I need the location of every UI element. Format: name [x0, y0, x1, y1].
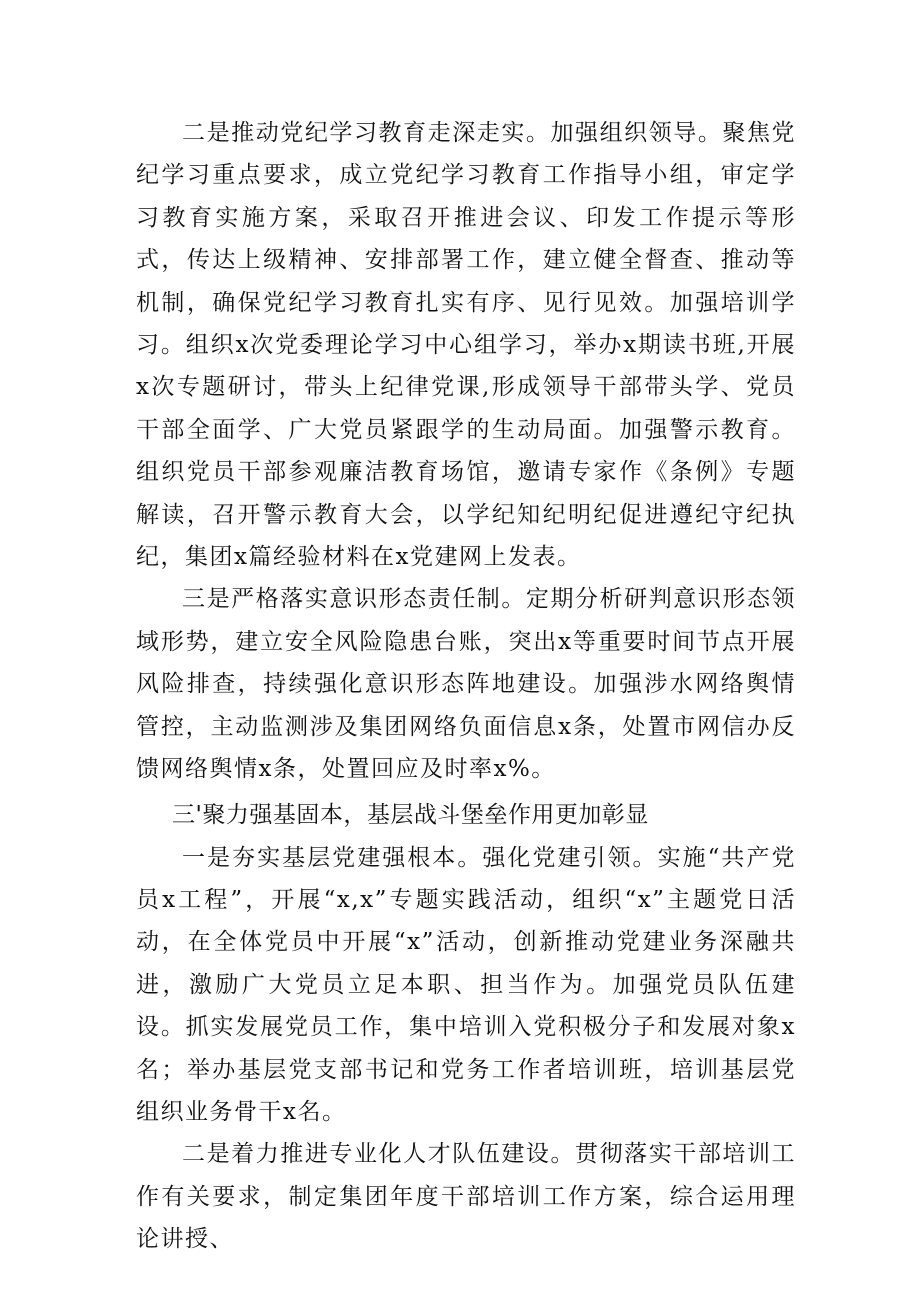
paragraph-party-discipline-education: 二是推动党纪学习教育走深走实。加强组织领导。聚焦党纪学习重点要求，成立党纪学习教育工作指导小组，审定学习教育实施方案，采取召开推进会议、印发工作提示等形式，传达上级精神、安排部署工作，建立健全督查、推动等机制，确保党纪学习教育扎实有序、见行见效。加强培训学习。组织x次党委理论学习中心组学习，举办x期读书班,开展x次专题研讨，带头上纪律党课,形成领导干部带头学、党员干部全面学、广大党员紧跟学的生动局面。加强警示教育。组织党员干部参观廉洁教育场馆，邀请专家作《条例》专题解读，召开警示教育大会，以学纪知纪明纪促进遵纪守纪执纪，集团x篇经验材料在x党建网上发表。: [136, 120, 796, 571]
paragraph-ideology-responsibility: 三是严格落实意识形态责任制。定期分析研判意识形态领域形势，建立安全风险隐患台账，突出x等重要时间节点开展风险排查，持续强化意识形态阵地建设。加强涉水网络舆情管控，主动监测涉及集团网络负面信息x条，处置市网信办反馈网络舆情x条，处置回应及时率x%。: [136, 586, 796, 783]
paragraph-talent-team-building: 二是着力推进专业化人才队伍建设。贯彻落实干部培训工作有关要求，制定集团年度干部培训工作方案，综合运用理论讲授、: [136, 1141, 796, 1253]
document-body: [136, 112, 796, 1261]
section-heading: 三'聚力强基固本，基层战斗堡垒作用更加彰显: [172, 801, 649, 828]
paragraph-grassroots-party-building: 一是夯实基层党建强根本。强化党建引领。实施“共产党员x工程”，开展“x,x”专题实践活动，组织“x”主题党日活动，在全体党员中开展“x”活动，创新推动党建业务深融共进，激励广大党员立足本职、担当作为。加强党员队伍建设。抓实发展党员工作，集中培训入党积极分子和发展对象x名；举办基层党支部书记和党务工作者培训班，培训基层党组织业务骨干x名。: [136, 844, 796, 1125]
